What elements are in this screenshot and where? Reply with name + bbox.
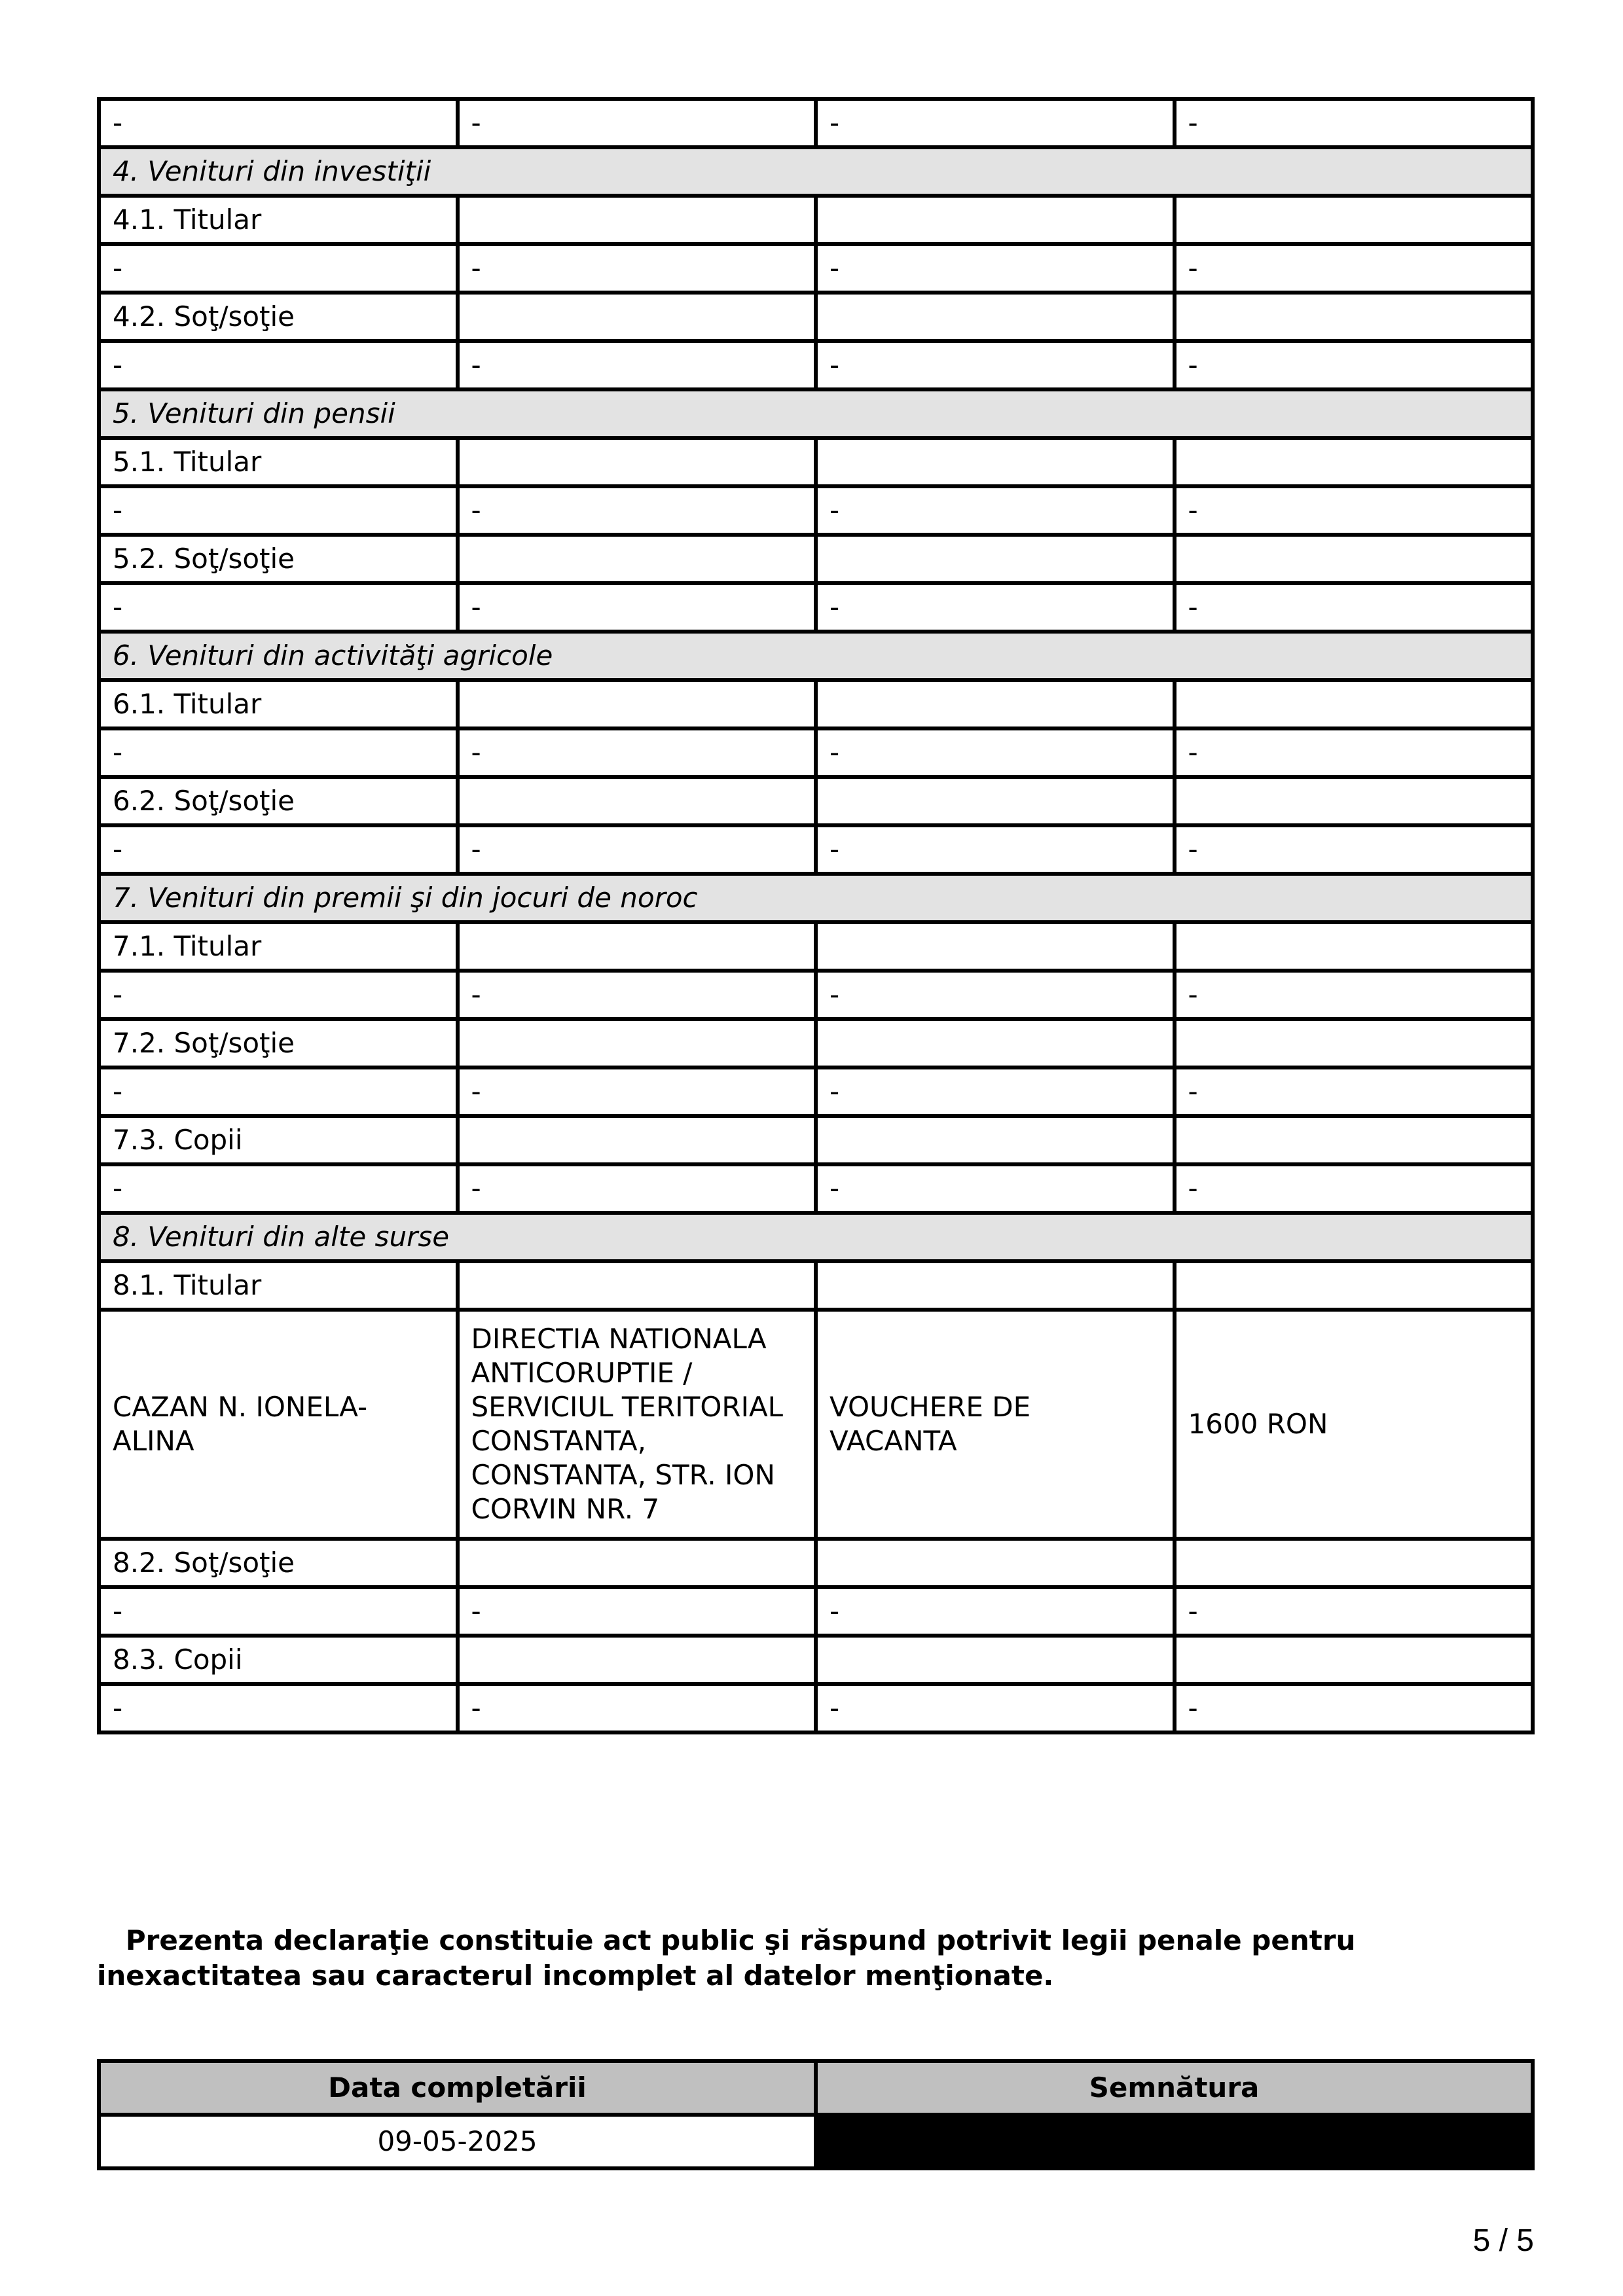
table-row — [99, 1261, 1533, 1310]
income-table — [97, 97, 1535, 1734]
signature-table-value-row — [99, 2115, 1533, 2168]
table-cell: 6.2. Soţ/soţie — [99, 777, 458, 825]
table-cell: - — [816, 244, 1175, 293]
table-row — [99, 99, 1533, 147]
table-cell: 1600 RON — [1175, 1310, 1533, 1539]
table-cell: - — [458, 99, 816, 147]
table-cell: - — [816, 1684, 1175, 1732]
table-cell — [1175, 535, 1533, 583]
table-row — [99, 1019, 1533, 1067]
table-cell: - — [458, 244, 816, 293]
table-row — [99, 583, 1533, 632]
table-cell: - — [99, 486, 458, 535]
table-row — [99, 341, 1533, 389]
table-cell — [1175, 1539, 1533, 1587]
completion-date: 09-05-2025 — [99, 2115, 816, 2168]
table-cell: - — [1175, 244, 1533, 293]
table-cell — [458, 293, 816, 341]
table-cell — [1175, 1116, 1533, 1164]
table-cell: 6.1. Titular — [99, 680, 458, 728]
table-cell: - — [1175, 583, 1533, 632]
table-row — [99, 728, 1533, 777]
table-cell: - — [816, 825, 1175, 874]
table-cell — [458, 1019, 816, 1067]
section-header-row — [99, 874, 1533, 922]
table-cell: - — [99, 971, 458, 1019]
table-row — [99, 971, 1533, 1019]
table-cell — [816, 1116, 1175, 1164]
page-number: 5 / 5 — [1472, 2223, 1534, 2258]
income-table-body — [99, 99, 1533, 1732]
table-cell — [816, 293, 1175, 341]
table-cell: - — [1175, 99, 1533, 147]
legal-statement — [97, 1923, 1535, 1994]
section-title: 6. Venituri din activităţi agricole — [99, 632, 1533, 680]
table-cell — [816, 922, 1175, 971]
table-row — [99, 825, 1533, 874]
section-header-row — [99, 1213, 1533, 1261]
table-row — [99, 922, 1533, 971]
section-header-row — [99, 389, 1533, 438]
table-row — [99, 1164, 1533, 1213]
table-cell: - — [1175, 825, 1533, 874]
table-cell — [458, 680, 816, 728]
table-cell: - — [458, 1067, 816, 1116]
legal-statement-text: Prezenta declaraţie constituie act public şi răspund potrivit legii penale pentru inexactitatea sau caracterul incomplet al datelor menţionate. — [97, 1924, 1356, 1992]
table-row — [99, 777, 1533, 825]
table-cell: 7.2. Soţ/soţie — [99, 1019, 458, 1067]
table-row — [99, 1067, 1533, 1116]
table-cell: CAZAN N. IONELA-ALINA — [99, 1310, 458, 1539]
table-cell — [458, 1539, 816, 1587]
table-row — [99, 1684, 1533, 1732]
table-row — [99, 680, 1533, 728]
table-cell — [816, 535, 1175, 583]
table-cell — [816, 438, 1175, 486]
table-cell: - — [99, 583, 458, 632]
section-header-row — [99, 147, 1533, 196]
signature-table-header-row — [99, 2061, 1533, 2115]
table-cell: - — [99, 244, 458, 293]
table-row — [99, 196, 1533, 244]
table-cell: - — [458, 728, 816, 777]
table-cell: - — [458, 583, 816, 632]
table-cell: - — [816, 1587, 1175, 1636]
table-cell — [816, 1019, 1175, 1067]
table-cell — [1175, 196, 1533, 244]
table-cell — [816, 1261, 1175, 1310]
table-cell — [1175, 1261, 1533, 1310]
section-header-row — [99, 632, 1533, 680]
table-cell: - — [458, 1587, 816, 1636]
table-cell: - — [99, 1067, 458, 1116]
table-cell: - — [458, 971, 816, 1019]
table-cell — [1175, 680, 1533, 728]
signature-redacted-block — [816, 2115, 1533, 2168]
table-cell — [458, 438, 816, 486]
table-cell: - — [1175, 728, 1533, 777]
table-cell: - — [816, 486, 1175, 535]
table-cell: - — [1175, 971, 1533, 1019]
section-title: 7. Venituri din premii şi din jocuri de noroc — [99, 874, 1533, 922]
section-title: 4. Venituri din investiţii — [99, 147, 1533, 196]
table-cell — [458, 196, 816, 244]
date-header: Data completării — [99, 2061, 816, 2115]
table-cell — [816, 196, 1175, 244]
table-cell: - — [99, 99, 458, 147]
signature-header: Semnătura — [816, 2061, 1533, 2115]
table-cell: VOUCHERE DE VACANTA — [816, 1310, 1175, 1539]
table-row — [99, 244, 1533, 293]
table-cell — [816, 1636, 1175, 1684]
table-cell: - — [458, 1684, 816, 1732]
table-cell — [458, 535, 816, 583]
table-cell: - — [816, 971, 1175, 1019]
table-cell: - — [1175, 1587, 1533, 1636]
table-cell — [1175, 1019, 1533, 1067]
table-cell — [816, 680, 1175, 728]
table-cell: - — [816, 1067, 1175, 1116]
table-cell: - — [99, 341, 458, 389]
table-cell: - — [99, 825, 458, 874]
table-cell: - — [816, 341, 1175, 389]
table-cell: - — [458, 486, 816, 535]
section-title: 8. Venituri din alte surse — [99, 1213, 1533, 1261]
table-cell: DIRECTIA NATIONALA ANTICORUPTIE / SERVICIUL TERITORIAL CONSTANTA, CONSTANTA, STR. ION CORVIN NR. 7 — [458, 1310, 816, 1539]
table-row — [99, 486, 1533, 535]
table-cell: - — [458, 1164, 816, 1213]
table-cell — [1175, 293, 1533, 341]
table-cell: - — [816, 583, 1175, 632]
table-cell: 4.2. Soţ/soţie — [99, 293, 458, 341]
signature-table — [97, 2059, 1535, 2170]
table-cell — [1175, 922, 1533, 971]
table-cell — [1175, 1636, 1533, 1684]
table-row — [99, 1587, 1533, 1636]
table-cell: - — [816, 1164, 1175, 1213]
table-cell — [816, 1539, 1175, 1587]
table-cell: 4.1. Titular — [99, 196, 458, 244]
table-cell: 7.3. Copii — [99, 1116, 458, 1164]
table-row — [99, 1116, 1533, 1164]
table-cell: - — [99, 1587, 458, 1636]
table-cell: - — [99, 1684, 458, 1732]
table-row — [99, 1310, 1533, 1539]
table-cell — [458, 777, 816, 825]
table-cell: - — [1175, 1684, 1533, 1732]
table-cell: 8.1. Titular — [99, 1261, 458, 1310]
table-cell: - — [99, 728, 458, 777]
table-cell — [458, 1636, 816, 1684]
table-row — [99, 293, 1533, 341]
table-cell — [1175, 438, 1533, 486]
table-cell: - — [1175, 341, 1533, 389]
table-cell: 5.2. Soţ/soţie — [99, 535, 458, 583]
table-cell — [458, 922, 816, 971]
table-cell: 8.2. Soţ/soţie — [99, 1539, 458, 1587]
table-cell — [816, 777, 1175, 825]
table-cell: - — [1175, 1067, 1533, 1116]
table-cell: - — [816, 99, 1175, 147]
table-cell: - — [458, 341, 816, 389]
table-row — [99, 1636, 1533, 1684]
table-row — [99, 438, 1533, 486]
table-cell: 8.3. Copii — [99, 1636, 458, 1684]
section-title: 5. Venituri din pensii — [99, 389, 1533, 438]
table-cell — [458, 1116, 816, 1164]
table-cell: - — [816, 728, 1175, 777]
table-cell — [458, 1261, 816, 1310]
table-row — [99, 535, 1533, 583]
table-row — [99, 1539, 1533, 1587]
table-cell: - — [1175, 1164, 1533, 1213]
table-cell: - — [458, 825, 816, 874]
table-cell: 5.1. Titular — [99, 438, 458, 486]
table-cell: 7.1. Titular — [99, 922, 458, 971]
table-cell — [1175, 777, 1533, 825]
table-cell: - — [99, 1164, 458, 1213]
table-cell: - — [1175, 486, 1533, 535]
